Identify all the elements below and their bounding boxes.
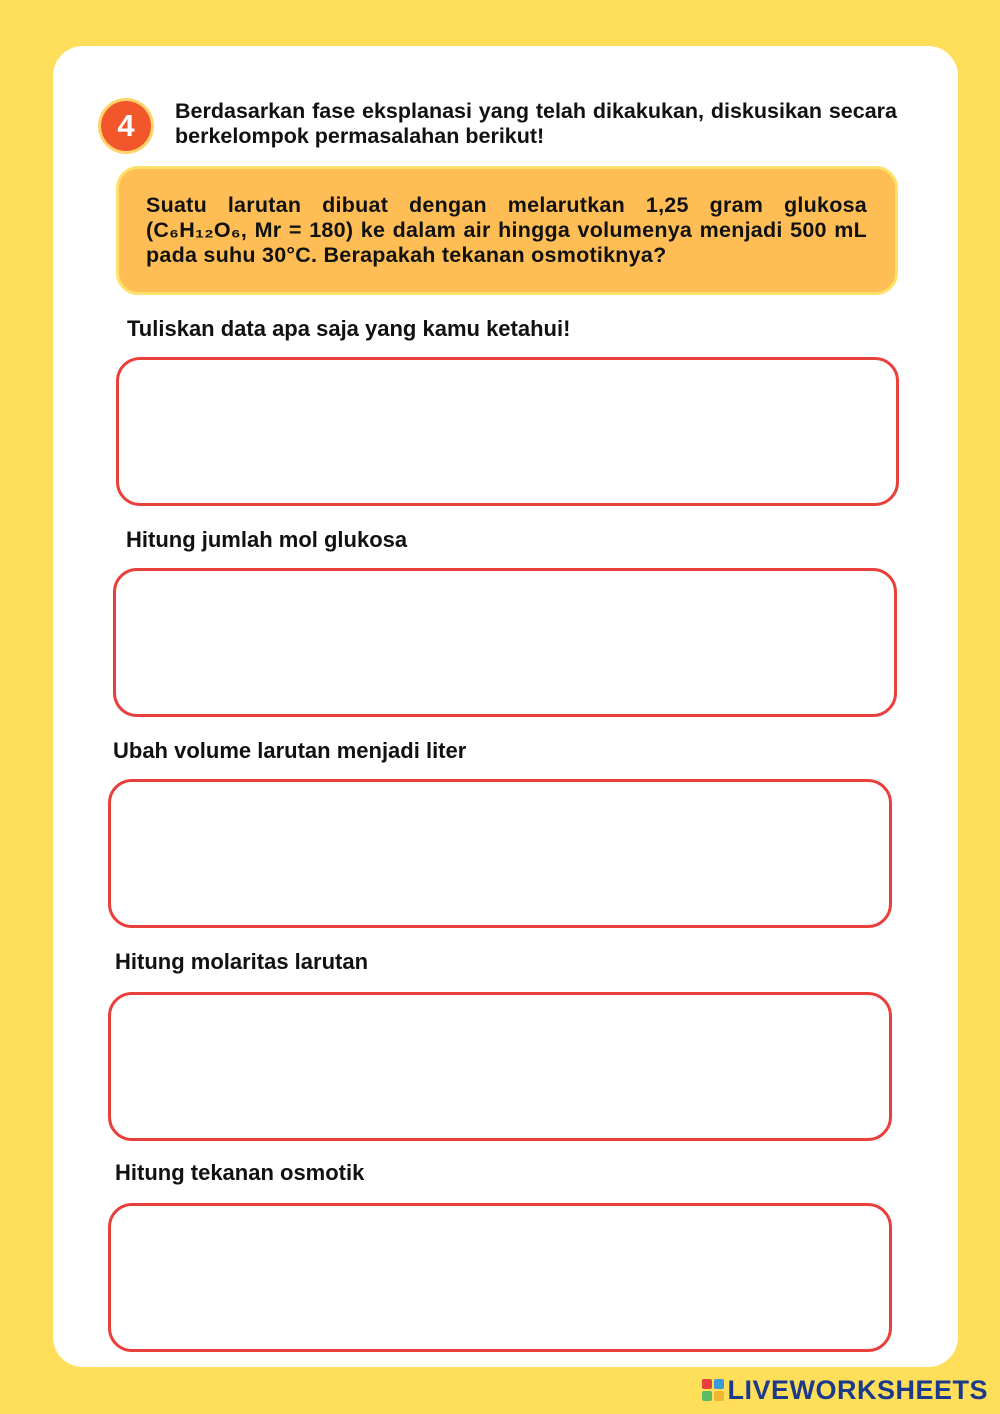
osmotic-pressure-answer-box[interactable] <box>108 1203 892 1352</box>
step-4-label: Hitung molaritas larutan <box>115 949 369 974</box>
problem-box <box>116 166 898 295</box>
instruction-text: Berdasarkan fase eksplanasi yang telah dikakukan, diskusikan secara berkelompok permasalahan berikut! <box>175 99 897 148</box>
volume-liter-answer-box[interactable] <box>108 779 892 928</box>
step-3-label: Ubah volume larutan menjadi liter <box>113 738 467 763</box>
liveworksheets-footer <box>702 1374 988 1406</box>
moles-glucose-answer-box[interactable] <box>113 568 897 717</box>
step-5-label: Hitung tekanan osmotik <box>115 1160 365 1185</box>
liveworksheets-logo-icon <box>702 1379 724 1401</box>
known-data-answer-box[interactable] <box>116 357 899 506</box>
problem-text: Suatu larutan dibuat dengan melarutkan 1,25 gram glukosa (C₆H₁₂O₆, Mr = 180) ke dalam air hingga volumenya menjadi 500 mL pada suhu 30°C. Berapakah tekanan osmotiknya? <box>146 193 867 267</box>
step-1-label: Tuliskan data apa saja yang kamu ketahui! <box>127 316 571 341</box>
molarity-answer-box[interactable] <box>108 992 892 1141</box>
liveworksheets-brand: LIVEWORKSHEETS <box>727 1375 988 1405</box>
step-2-label: Hitung jumlah mol glukosa <box>126 527 408 552</box>
question-number-badge: 4 <box>101 101 151 151</box>
